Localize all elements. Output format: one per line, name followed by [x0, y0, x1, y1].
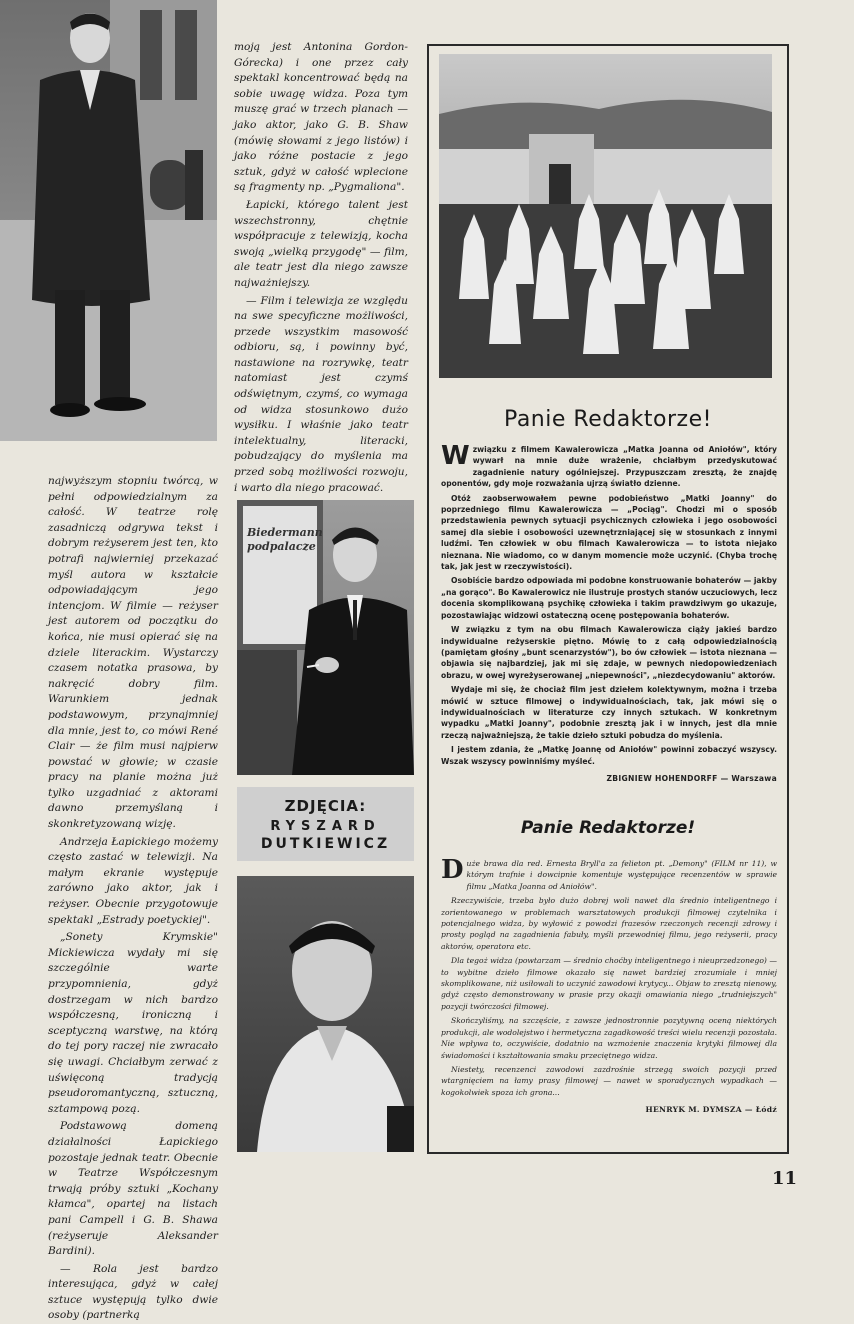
- photo-man-in-coat-drawing: [0, 0, 217, 441]
- middle-text-column: [234, 40, 408, 494]
- letter-2-heading: Panie Redaktorze!: [520, 818, 696, 838]
- left-paragraph: Andrzeja Łapickiego możemy często zastać w telewizji. Na małym ekranie występuje zarówno jako aktor, jak i reżyser. Obecnie przygotowuje spektakl „Estrady poetyckiej".: [48, 835, 218, 926]
- photo-credit-box: [237, 787, 414, 861]
- letter-1-heading: Panie Redaktorze!: [504, 407, 712, 432]
- letter-2-paragraph: Niestety, recenzenci zawodowi zazdrośnie strzegą swoich pozycji przed wtargnięciem na łamy prasy filmowej — nawet w sporadycznych wypadkach — kogokolwiek spoza ich grona...: [441, 1064, 777, 1097]
- middle-paragraph: moją jest Antonina Gordon-Górecka) i one przez cały spektakl koncentrować będą na sobie uwagę widza. Poza tym muszę grać w trzech planach — jako aktor, jako G. B. Shaw (mówię słowami z jego listów) i jako różne postacie z jego sztuk, gdyż w całość wplecione są fragmenty np. „Pygmaliona".: [234, 41, 408, 194]
- middle-paragraph: — Film i telewizja ze względu na swe specyficzne możliwości, przede wszystkim masowość odbioru, są, i powinny być, nastawione na rozrywkę, teatr natomiast jest czymś odświętnym, czymś, co wymaga od widza stosunkowo dużo wysiłku. I właśnie jako teatr intelektualny, literacki, pobudzający do myślenia ma przed sobą możliwości rozwoju, i warto dla niego pracować.: [234, 294, 408, 494]
- letter-2-paragraph: [441, 855, 777, 892]
- photo-credit-last-name: DUTKIEWICZ: [260, 835, 391, 852]
- letter-1-dropcap: W: [441, 441, 470, 471]
- letter-2-signature: HENRYK M. DYMSZA — Łódź: [645, 1105, 777, 1115]
- letter-1-paragraph: Otóż zaobserwowałem pewne podobieństwo „Matki Joanny" do poprzedniego filmu Kawalerowicza — „Pociąg". Chodzi mi o sposób przedstawienia pewnych sytuacji psychicznych człowieka i jego osobowości samej dla siebie i osobowości uzewnętrzniającej się w stosunkach z innymi ludźmi. Ten człowiek w obu filmach Kawalerowicza — to istota niejako nieznana. Nie wiadomo, co w danym momencie może uczynić. (Chyba trochę tak, jak jest w rzeczywistości).: [441, 493, 777, 572]
- letter-2-paragraph-text: uże brawa dla red. Ernesta Bryll'a za felieton pt. „Demony" (FILM nr 11), w którym trafnie i dowcipnie komentuje występujące recenzentów w sprawie filmu „Matka Joanna od Aniołów".: [466, 859, 777, 891]
- middle-paragraph: Łapicki, którego talent jest wszechstronny, chętnie współpracuje z telewizją, kocha swoją „wielką przygodę" — film, ale teatr jest dla niego zawsze najważniejszy.: [234, 198, 408, 289]
- letter-1-paragraph: Wydaje mi się, że chociaż film jest dziełem kolektywnym, można i trzeba mówić w sztuce filmowej o indywidualnościach, tak, jak mówi się o indywidualnościach w literaturze czy innych sztukach. W konkretnym wypadku „Matki Joanny", podobnie zresztą jak i w innych, jest dla mnie rzeczą najważniejszą, że takie dzieło sztuki pobudza do myślenia.: [441, 685, 777, 740]
- letter-1-paragraph: I jestem zdania, że „Matkę Joannę od Aniołów" powinni zobaczyć wszyscy. Wszak wszyscy powinniśmy myśleć.: [441, 745, 777, 766]
- page-number: 11: [772, 1168, 798, 1189]
- letter-1-paragraph-text: związku z filmem Kawalerowicza „Matka Joanna od Aniołów", który wywarł na mnie duże wrażenie, chciałbym przedyskutować zagadnienie natury ogólniejszej. Przypuszczam zresztą, że znajdę oponentów, gdy moje rozważania ujrzą światło dzienne.: [441, 445, 777, 489]
- left-paragraph: „Sonety Krymskie" Mickiewicza wydały mi się szczególnie warte przypomnienia, gdyż dostrzegam w nich bardzo współczesną, ironiczną i sceptyczną warstwę, na którą do tej pory raczej nie zwracało się uwagi. Chciałbym zerwać z uświęconą tradycją pseudoromantyczną, sztuczną, sztampową pozą.: [48, 931, 218, 1115]
- photo-man-in-coat: [0, 0, 217, 441]
- poster-line-2: podpalacze: [247, 540, 316, 553]
- photo-credit-label: ZDJĘCIA:: [284, 796, 367, 815]
- letter-2-paragraph: Skończyliśmy, na szczęście, z zawsze jednostronnie pozytywną oceną niektórych produkcji, ale wodolejstwo i hermetyczna zagadkowość treści wielu recenzji pozostała. Nie wpływa to, oczywiście, dodatnio na wzmożenie znaczenia krytyki filmowej dla świadomości i kształtowania smaku przeciętnego widza.: [441, 1016, 777, 1060]
- letter-1-paragraph: W związku z tym na obu filmach Kawalerowicza ciąży jakieś bardzo indywidualne reżyserskie piętno. Mówię to z całą odpowiedzialnością (pamiętam głośny „bunt scenarzystów"), bo ów człowiek — istota nieznana — objawia się najbardziej, jak mi się zdaje, w pewnych niedopowiedzeniach obrazu, w owej wyreżyserowanej „niepewności", „niezdecydowaniu" aktorów.: [441, 625, 777, 680]
- left-paragraph: najwyższym stopniu twórcą, w pełni odpowiedzialnym za całość. W teatrze rolę zasadniczą odgrywa tekst i dobrym reżyserem jest ten, kto potrafi najwierniej przekazać myśl autora w kształcie odpowiadającym jego intencjom. W filmie — reżyser jest autorem od początku do końca, nie musi opierać się na dziele literackim. Wystarczy czasem notatka prasowa, by nakręcić dobry film. Warunkiem jednak podstawowym, przynajmniej dla mnie, jest to, co mówi René Clair — że film musi najpierw powstać w głowie; w czasie pracy na planie można już tylko uzgadniać z aktorami dawno przemyślaną i skonkretyzowaną wizję.: [48, 475, 218, 831]
- letter-1-paragraph: [441, 441, 777, 490]
- letter-2-paragraph: Dla tegoż widza (powtarzam — średnio choćby inteligentnego i nieuprzedzonego) — to wybitne dzieło filmowe okazało się nawet bardziej zrozumiałe i mniej skomplikowane, niż usiłowali to uczynić zawodowi krytycy... Objaw to zresztą nienowy, gdyż często demonstrowany w prasie przy okazji omawiania niego „trudniejszych" pozycji twórczości filmowej.: [441, 956, 777, 1011]
- left-paragraph: — Rola jest bardzo interesująca, gdyż w całej sztuce występują tylko dwie osoby (partnerką: [48, 1262, 218, 1322]
- photo-man-with-poster: [237, 500, 414, 775]
- photo-film-still-nuns: [439, 54, 772, 378]
- letter-1-paragraph: Osobiście bardzo odpowiada mi podobne konstruowanie bohaterów — jakby „na gorąco". Bo Kawalerowicz nie ilustruje prostych stanów uczuciowych, lecz docenia skomplikowaną psychikę człowieka i takim prawdziwym go ukazuje, pozostawiając widzowi ostateczną ocenę postępowania bohaterów.: [441, 576, 777, 620]
- photo-portrait-man: [237, 876, 414, 1152]
- left-text-column: [48, 474, 218, 1322]
- photo-film-still-nuns-drawing: [439, 54, 772, 378]
- letter-2-body: [441, 855, 777, 1148]
- letter-1-signature: ZBIGNIEW HOHENDORFF — Warszawa: [606, 773, 777, 783]
- letter-2-paragraph: Rzeczywiście, trzeba było dużo dobrej woli nawet dla średnio inteligentnego i zorientowanego w problemach warsztatowych produkcji filmowej czytelnika i potencjalnego widza, by wyłowić z powodzi frazesów rzeczonych recenzji zdrowy i prosty pogląd na zagadnienia fabuły, myśli przewodniej filmu, jego reżyserii, pracy aktorów, operatora etc.: [441, 896, 777, 951]
- letter-1-body: [441, 441, 777, 809]
- photo-portrait-man-drawing: [237, 876, 414, 1152]
- photo-credit-first-name: RYSZARD: [270, 818, 381, 834]
- poster-line-1: Biedermann: [247, 526, 323, 539]
- letter-2-dropcap: D: [441, 855, 464, 885]
- left-paragraph: Podstawową domeną działalności Łapickiego pozostaje jednak teatr. Obecnie w Teatrze Współczesnym trwają próby sztuki „Kochany kłamca", opartej na listach pani Campell i G. B. Shawa (reżyseruje Aleksander Bardini).: [48, 1120, 218, 1258]
